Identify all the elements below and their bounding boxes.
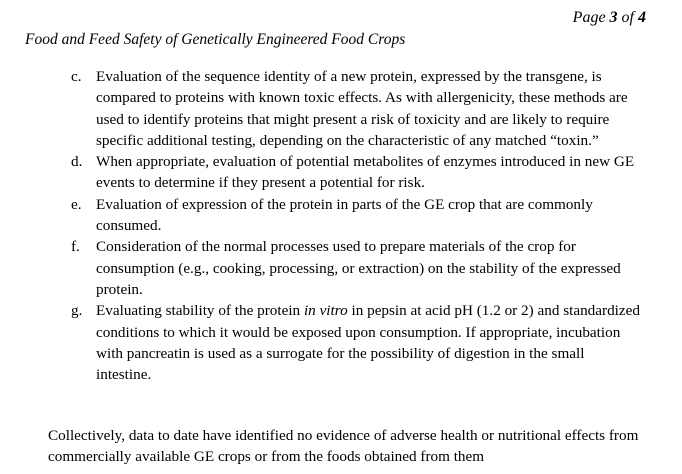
list-item-text: Consideration of the normal processes used to prepare materials of the crop for consumption (e.g., cooking, processing, or extraction) on the stability of the expressed protein. <box>96 238 621 298</box>
document-title: Food and Feed Safety of Genetically Engineered Food Crops <box>25 31 406 48</box>
list-item-text-italic: in vitro <box>303 302 348 320</box>
page-current: 3 <box>609 9 618 26</box>
list-item <box>0 300 641 385</box>
list-item-text-before: Evaluating stability of the protein <box>96 302 304 320</box>
list-item <box>0 194 641 237</box>
page-prefix: Page <box>572 9 610 26</box>
page-number <box>573 9 646 27</box>
list-item <box>0 66 641 151</box>
evaluation-list <box>0 66 682 385</box>
list-item-text: When appropriate, evaluation of potential metabolites of enzymes introduced in new GE events to determine if they present a potential for risk. <box>96 153 635 192</box>
list-marker: d. <box>71 153 83 171</box>
list-marker: f. <box>71 238 80 256</box>
list-marker: g. <box>71 302 83 320</box>
page-of: of <box>617 9 638 26</box>
list-marker: e. <box>71 195 82 213</box>
list-item <box>0 151 641 194</box>
list-item-text: Evaluation of expression of the protein in parts of the GE crop that are commonly consumed. <box>96 195 593 235</box>
list-marker: c. <box>71 68 82 85</box>
list-item-text <box>96 302 640 383</box>
list-item <box>0 236 641 300</box>
page-total: 4 <box>638 9 646 26</box>
list-item-text: Evaluation of the sequence identity of a new protein, expressed by the transgene, is compared to proteins with known toxic effects. As with allergenicity, these methods are used to identify proteins that might present a risk of toxicity and are likely to require specific additional testing, depending on the characteristic of any matched “toxin.” <box>96 68 628 149</box>
closing-paragraph: Collectively, data to date have identified no evidence of adverse health or nutritional effects from commercially available GE crops or from the foods obtained from them <box>48 427 639 465</box>
list-item-text-after: in pepsin at acid pH (1.2 or 2) and standardized conditions to which it would be exposed upon consumption. If appropriate, incubation with pancreatin is used as a surrogate for the possibility of digestion in the small intestine. <box>96 302 640 384</box>
